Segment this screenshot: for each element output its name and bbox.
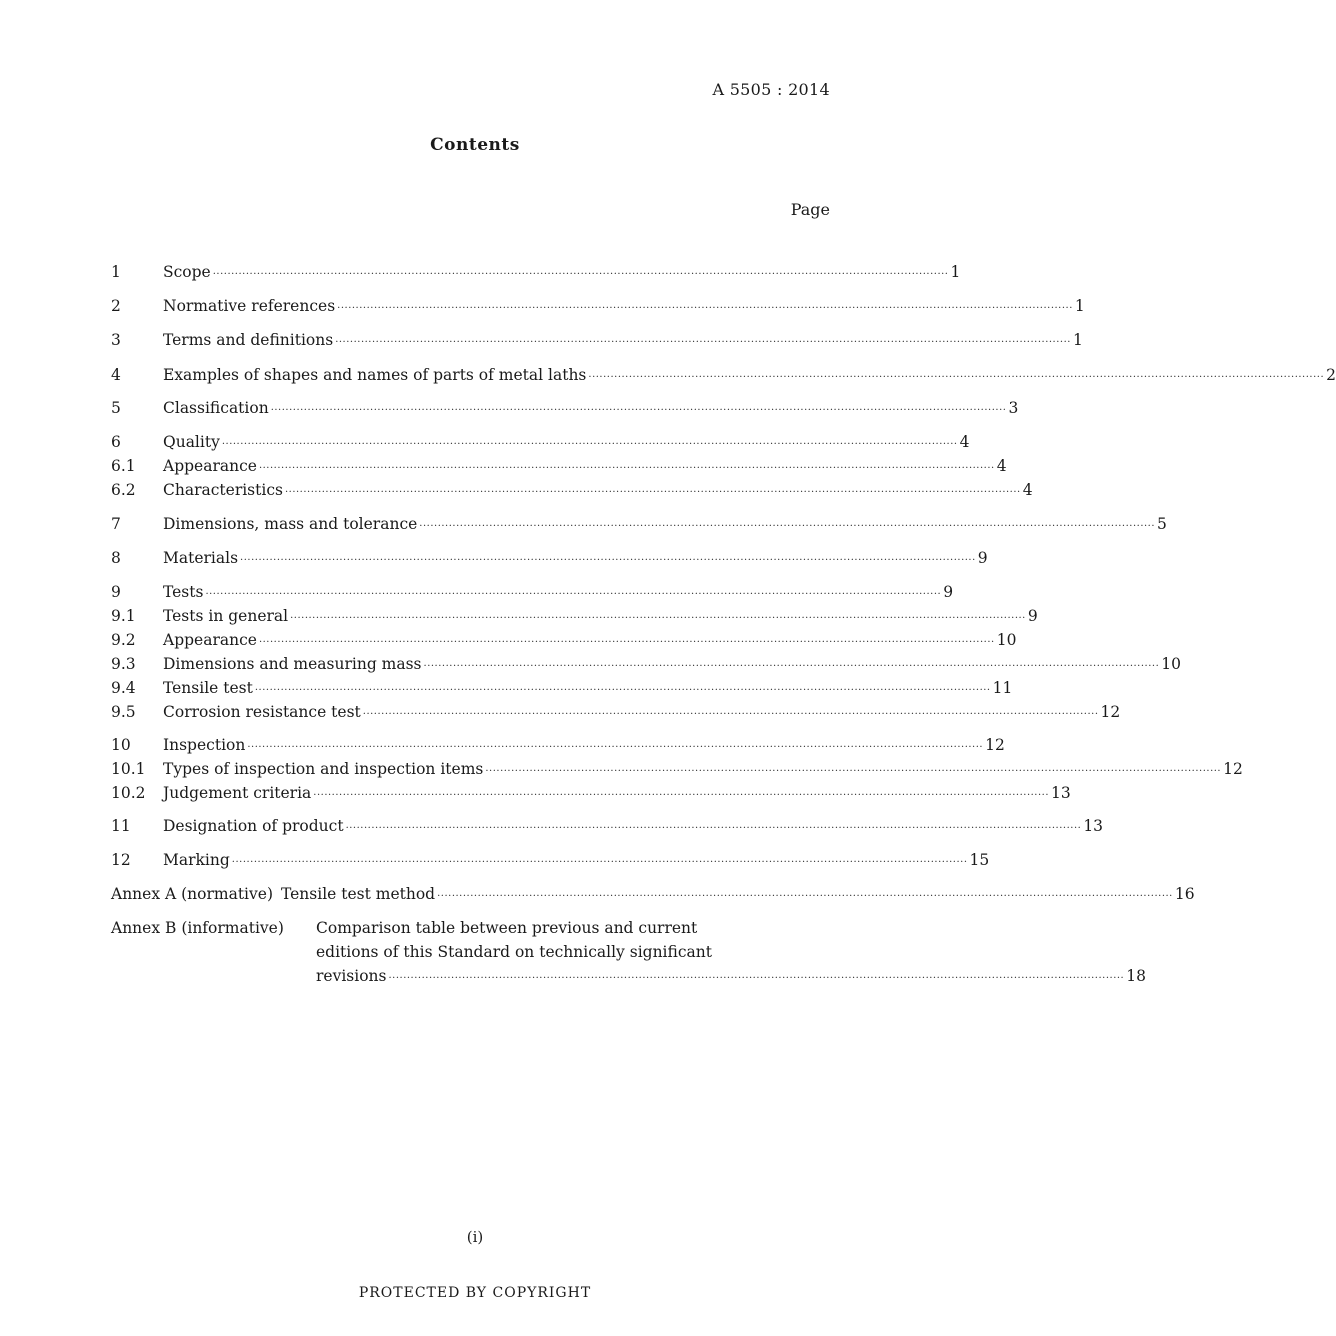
toc-label: Classification [163,399,269,417]
toc-page: 12 [1100,703,1121,721]
toc-page: 10 [996,631,1017,649]
leader-dots: ········································································································································································································ [254,685,991,696]
toc-page: 15 [969,851,990,869]
leader-dots: ········································································································································································································ [423,661,1160,672]
toc-label: Quality [163,433,220,451]
toc-number: 10.1 [111,760,146,778]
toc-number: 10.2 [111,784,146,802]
toc-page: 1 [1072,331,1083,349]
leader-dots: ········································································································································································································ [485,766,1222,777]
annex-a-page: 16 [1174,885,1195,903]
annex-b-line-3: revisions [316,967,387,985]
toc-number: 11 [111,817,131,835]
page-title: Contents [430,135,520,155]
toc-label: Types of inspection and inspection items [163,760,484,778]
toc-entry[interactable] [111,547,988,569]
toc-label: Appearance [163,457,257,475]
leader-dots: ········································································································································································································ [247,742,984,753]
annex-b-prefix: Annex B (informative) [111,919,284,937]
toc-page: 3 [1008,399,1019,417]
toc-entry[interactable] [111,329,1083,351]
toc-label: Tests in general [163,607,289,625]
leader-dots: ········································································································································································································ [212,269,949,280]
toc-entry[interactable] [111,479,1033,501]
toc-entry[interactable] [111,653,1181,675]
toc-label: Marking [163,851,230,869]
leader-dots: ········································································································································································································ [588,372,1325,383]
toc-label: Terms and definitions [163,331,334,349]
leader-dots: ········································································································································································································ [437,891,1173,902]
toc-number: 6.2 [111,481,136,499]
toc-number: 6.1 [111,457,136,475]
toc-number: 9.3 [111,655,136,673]
leader-dots: ········································································································································································································ [419,521,1156,532]
toc-entry[interactable] [111,261,961,283]
leader-dots: ········································································································································································································ [205,589,942,600]
toc-label: Scope [163,263,211,281]
toc-label: Characteristics [163,481,283,499]
toc-number: 4 [111,366,121,384]
toc-entry[interactable] [111,782,1071,804]
toc-label: Normative references [163,297,336,315]
toc-entry[interactable] [111,677,1013,699]
toc-page: 9 [1027,607,1038,625]
toc-label: Tensile test [163,679,253,697]
toc-label: Judgement criteria [163,784,312,802]
toc-label: Corrosion resistance test [163,703,361,721]
toc-entry[interactable] [111,701,1121,723]
toc-entry[interactable] [111,581,954,603]
toc-label: Examples of shapes and names of parts of metal laths [163,366,587,384]
toc-number: 1 [111,263,121,281]
leader-dots: ········································································································································································································ [270,405,1007,416]
toc-number: 12 [111,851,131,869]
page-folio: (i) [466,1228,484,1246]
toc-number: 7 [111,515,121,533]
annex-a-label: Tensile test method [281,885,436,903]
leader-dots: ········································································································································································································ [284,487,1021,498]
toc-number: 5 [111,399,121,417]
annex-b-page: 18 [1126,967,1146,985]
toc-annex-a[interactable] [111,883,1195,905]
leader-dots: ········································································································································································································ [337,303,1073,314]
toc-page: 9 [943,583,954,601]
toc-label: Inspection [163,736,246,754]
toc-entry[interactable] [111,734,1005,756]
toc-page: 4 [1022,481,1033,499]
toc-entry[interactable] [111,295,1085,317]
toc-page: 5 [1157,515,1167,533]
toc-number: 9 [111,583,121,601]
toc-entry[interactable] [111,455,1007,477]
leader-dots: ········································································································································································································ [221,439,958,450]
toc-entry[interactable] [111,758,1243,780]
toc-label: Designation of product [163,817,344,835]
toc-entry[interactable] [111,431,970,453]
annex-b-title [316,916,1146,988]
toc-page: 4 [996,457,1007,475]
toc-number: 9.1 [111,607,136,625]
toc-entry[interactable] [111,605,1038,627]
leader-dots: ········································································································································································································ [290,613,1026,624]
toc-page: 1 [950,263,961,281]
toc-page: 12 [985,736,1005,754]
toc-number: 8 [111,549,121,567]
toc-number: 3 [111,331,121,349]
toc-number: 9.5 [111,703,136,721]
leader-dots: ········································································································································································································ [258,463,995,474]
toc-number: 9.2 [111,631,136,649]
leader-dots: ········································································································································································································ [240,555,976,566]
copyright-notice: PROTECTED BY COPYRIGHT [358,1285,592,1301]
leader-dots: ········································································································································································································ [335,337,1071,348]
toc-entry[interactable] [111,629,1017,651]
leader-dots: ········································································································································································································ [258,637,995,648]
toc-page: 2 [1326,366,1336,384]
toc-entry[interactable] [111,815,1104,837]
toc-entry[interactable] [111,364,1336,386]
annex-b-line-2: editions of this Standard on technically significant [316,943,712,961]
toc-number: 9.4 [111,679,136,697]
leader-dots: ········································································································································································································ [345,823,1082,834]
toc-page: 9 [977,549,988,567]
toc-page: 13 [1051,784,1071,802]
toc-page: 13 [1083,817,1104,835]
annex-a-prefix: Annex A (normative) [111,885,273,903]
page-column-label: Page [790,200,830,219]
standard-code: A 5505 : 2014 [712,80,830,99]
toc-page: 11 [992,679,1013,697]
toc-number: 10 [111,736,131,754]
leader-dots: ········································································································································································································ [313,790,1050,801]
toc-number: 2 [111,297,121,315]
toc-entry[interactable] [111,397,1019,419]
annex-b-line-1: Comparison table between previous and current [316,919,698,937]
toc-label: Tests [163,583,204,601]
toc-label: Dimensions and measuring mass [163,655,422,673]
toc-page: 10 [1161,655,1181,673]
leader-dots: ········································································································································································································ [362,709,1099,720]
toc-number: 6 [111,433,121,451]
toc-page: 1 [1074,297,1085,315]
toc-label: Appearance [163,631,257,649]
toc-page: 4 [959,433,970,451]
toc-entry[interactable] [111,513,1167,535]
toc-page: 12 [1223,760,1243,778]
toc-label: Materials [163,549,239,567]
leader-dots: ········································································································································································································ [231,857,968,868]
toc-label: Dimensions, mass and tolerance [163,515,418,533]
toc-entry[interactable] [111,849,990,871]
leader-dots: ········································································································································································································ [388,973,1125,984]
